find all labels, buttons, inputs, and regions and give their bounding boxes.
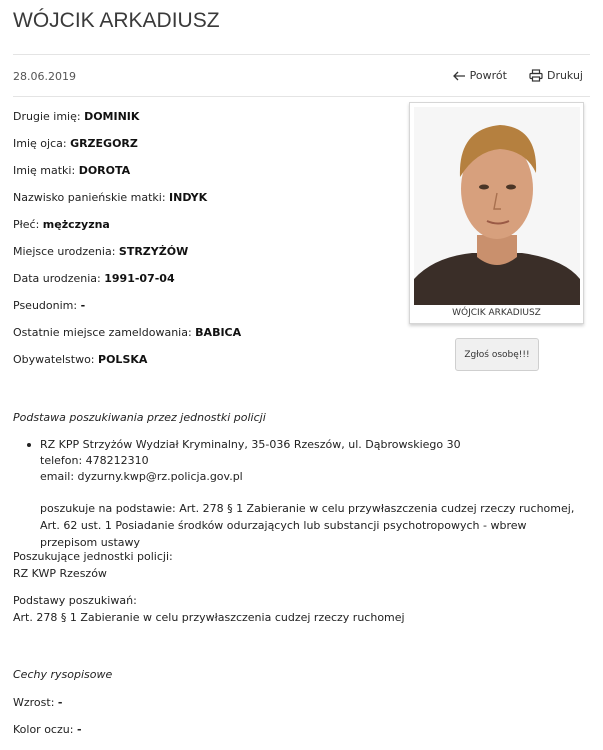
- publication-date: 28.06.2019: [13, 70, 76, 83]
- field-birthplace: Miejsce urodzenia: STRZYŻÓW: [13, 245, 189, 258]
- back-button[interactable]: [453, 69, 507, 82]
- field-citizenship: Obywatelstwo: POLSKA: [13, 353, 148, 366]
- search-grounds-value: Art. 278 § 1 Zabieranie w celu przywłaszczenia cudzej rzeczy ruchomej: [13, 611, 405, 624]
- photo-caption: WÓJCIK ARKADIUSZ: [452, 308, 541, 318]
- field-birthdate: Data urodzenia: 1991-07-04: [13, 272, 175, 285]
- field-mother-name: Imię matki: DOROTA: [13, 164, 131, 177]
- feature-eye-color: Kolor oczu: -: [13, 723, 82, 736]
- unit-email: email: dyzurny.kwp@rz.policja.gov.pl: [40, 470, 243, 483]
- field-last-residence: Ostatnie miejsce zameldowania: BABICA: [13, 326, 242, 339]
- person-photo: [414, 107, 580, 305]
- report-person-button[interactable]: Zgłoś osobę!!!: [455, 338, 539, 371]
- back-label: Powrót: [469, 69, 507, 82]
- police-unit-list: [27, 437, 577, 551]
- search-grounds-label: Podstawy poszukiwań:: [13, 594, 137, 607]
- field-nickname: Pseudonim: -: [13, 299, 86, 312]
- search-grounds: [13, 592, 405, 626]
- field-father-name: Imię ojca: GRZEGORZ: [13, 137, 138, 150]
- searching-units-value: RZ KWP Rzeszów: [13, 567, 107, 580]
- field-middle-name: Drugie imię: DOMINIK: [13, 110, 140, 123]
- list-item: [27, 437, 577, 551]
- feature-height: Wzrost: -: [13, 696, 63, 709]
- unit-phone: telefon: 478212310: [40, 454, 149, 467]
- searching-units: [13, 548, 173, 582]
- toolbar-divider: [13, 96, 590, 97]
- field-sex: Płeć: mężczyzna: [13, 218, 110, 231]
- photo-card: [409, 102, 584, 324]
- arrow-left-icon: [453, 71, 466, 81]
- print-label: Drukuj: [546, 69, 583, 82]
- features-heading: Cechy rysopisowe: [13, 668, 113, 681]
- print-button[interactable]: [529, 69, 583, 82]
- search-basis-heading: Podstawa poszukiwania przez jednostki policji: [13, 411, 266, 424]
- page-title: WÓJCIK ARKADIUSZ: [13, 9, 220, 32]
- title-divider: [13, 54, 590, 55]
- unit-search-basis: poszukuje na podstawie: Art. 278 § 1 Zabieranie w celu przywłaszczenia cudzej rzeczy ruchomej, Art. 62 ust. 1 Posiadanie środków odurzających lub substancji psychotropowych - wbrew przepisom ustawy: [40, 502, 575, 549]
- bullet-icon: [27, 443, 31, 447]
- printer-icon: [529, 69, 543, 82]
- toolbar: [453, 69, 583, 82]
- searching-units-label: Poszukujące jednostki policji:: [13, 550, 173, 563]
- personal-data-list: [13, 110, 393, 380]
- field-mother-maiden-name: Nazwisko panieńskie matki: INDYK: [13, 191, 208, 204]
- unit-name: RZ KPP Strzyżów Wydział Kryminalny, 35-036 Rzeszów, ul. Dąbrowskiego 30: [40, 438, 461, 451]
